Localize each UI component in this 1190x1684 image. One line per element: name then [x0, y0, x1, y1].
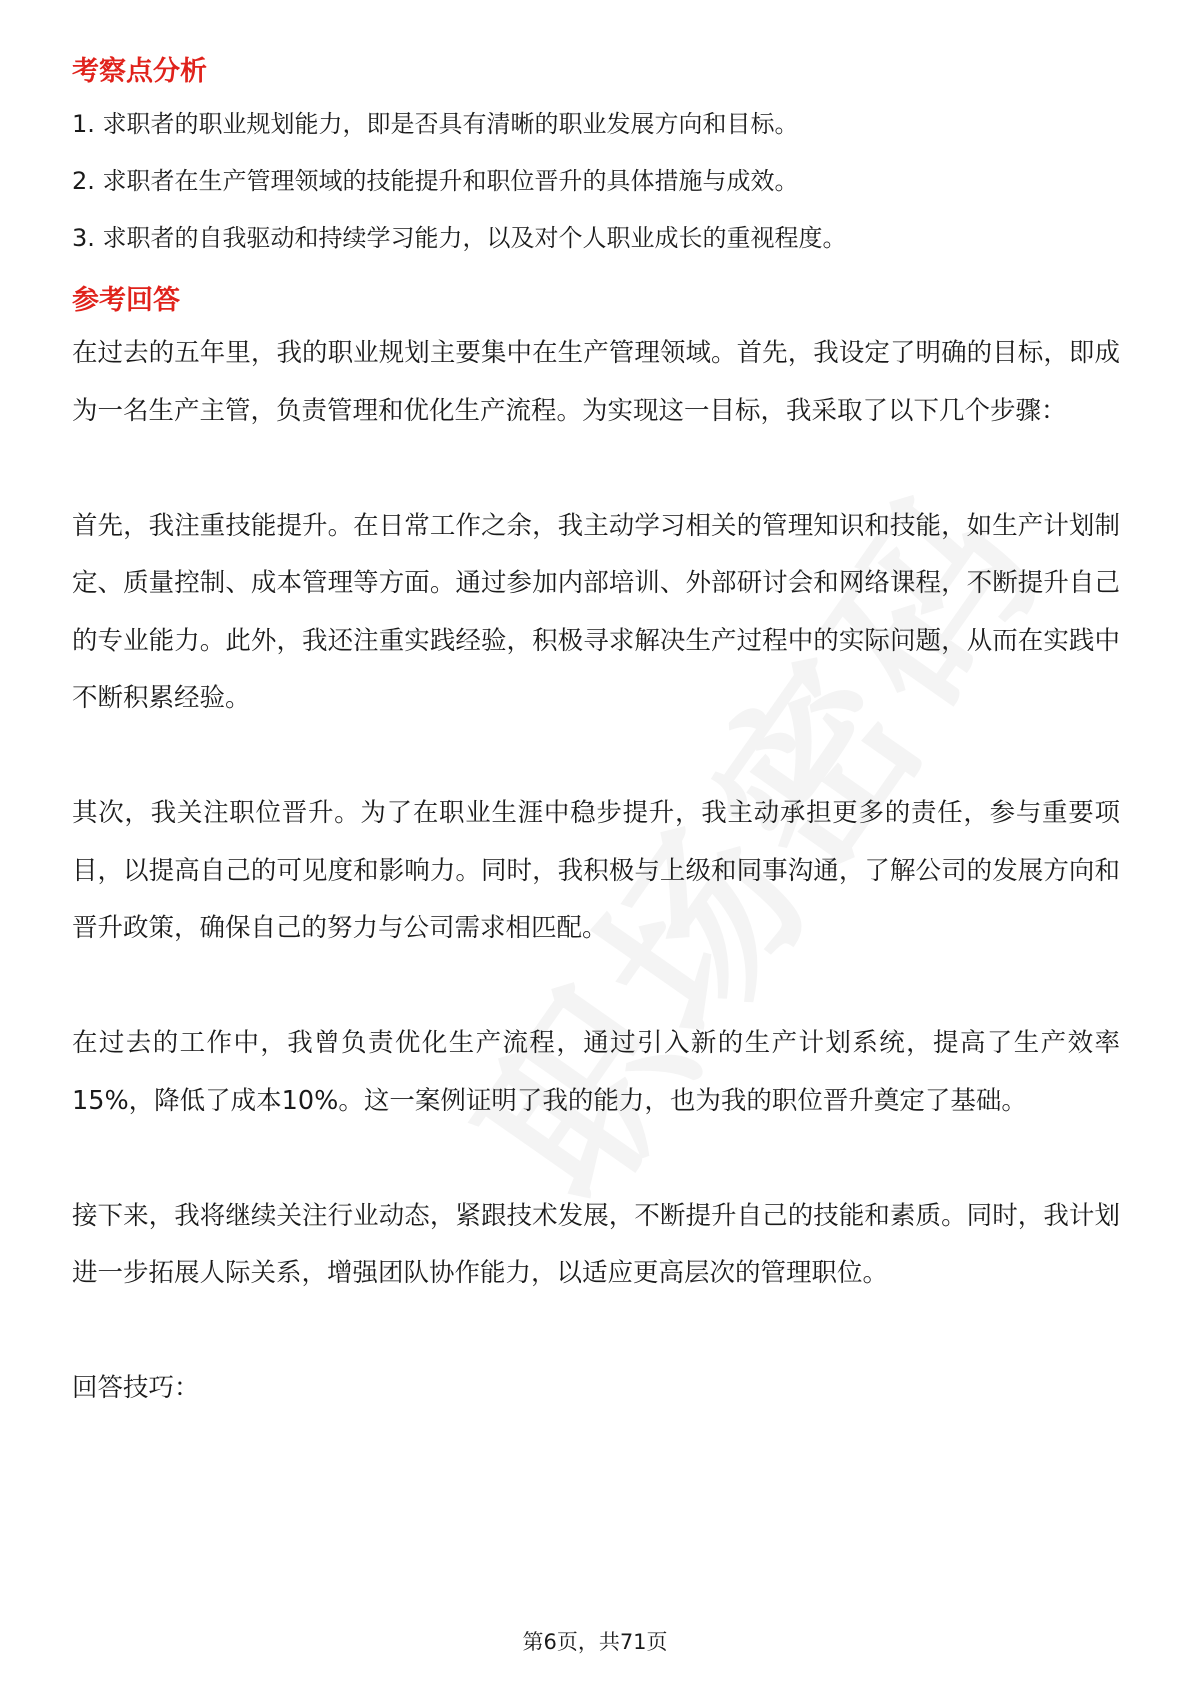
analysis-item-1: 1. 求职者的职业规划能力，即是否具有清晰的职业发展方向和目标。: [72, 110, 799, 138]
answer-body: [72, 325, 1120, 1303]
answer-paragraph-1: 在过去的五年里，我的职业规划主要集中在生产管理领域。首先，我设定了明确的目标，即成为一名生产主管，负责管理和优化生产流程。为实现这一目标，我采取了以下几个步骤：: [72, 338, 1120, 426]
answer-paragraph-3: 其次，我关注职位晋升。为了在职业生涯中稳步提升，我主动承担更多的责任，参与重要项目，以提高自己的可见度和影响力。同时，我积极与上级和同事沟通，了解公司的发展方向和晋升政策，确保自己的努力与公司需求相匹配。: [72, 798, 1120, 943]
analysis-item-3: 3. 求职者的自我驱动和持续学习能力，以及对个人职业成长的重视程度。: [72, 224, 847, 252]
tips-label: 回答技巧：: [72, 1373, 200, 1403]
answer-paragraph-4: 在过去的工作中，我曾负责优化生产流程，通过引入新的生产计划系统，提高了生产效率15%，降低了成本10%。这一案例证明了我的能力，也为我的职位晋升奠定了基础。: [72, 1028, 1120, 1116]
page-number: 第6页，共71页: [522, 1630, 668, 1654]
document-body: [72, 48, 1120, 1418]
answer-paragraph-5: 接下来，我将继续关注行业动态，紧跟技术发展，不断提升自己的技能和素质。同时，我计划进一步拓展人际关系，增强团队协作能力，以适应更高层次的管理职位。: [72, 1200, 1120, 1288]
analysis-item-2: 2. 求职者在生产管理领域的技能提升和职位晋升的具体措施与成效。: [72, 167, 799, 195]
answer-title: 参考回答: [72, 285, 180, 316]
answer-paragraph-2: 首先，我注重技能提升。在日常工作之余，我主动学习相关的管理知识和技能，如生产计划制定、质量控制、成本管理等方面。通过参加内部培训、外部研讨会和网络课程，不断提升自己的专业能力。此外，我还注重实践经验，积极寻求解决生产过程中的实际问题，从而在实践中不断积累经验。: [72, 510, 1120, 713]
analysis-title: 考察点分析: [72, 56, 207, 87]
